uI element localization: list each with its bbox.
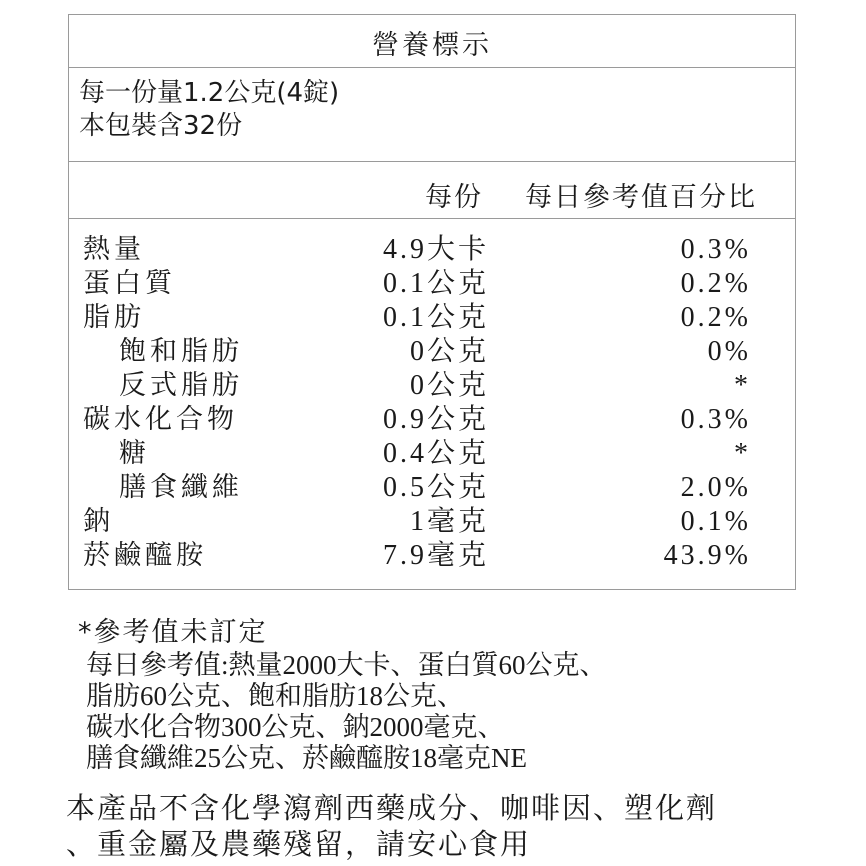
nutrient-name: 鈉 bbox=[83, 506, 114, 537]
nutrient-row bbox=[69, 403, 795, 437]
nutrient-amount: 0公克 bbox=[409, 370, 489, 401]
nutrient-row bbox=[69, 267, 795, 301]
serving-size: 每一份量1.2公克(4錠) bbox=[79, 78, 340, 108]
daily-value-line: 碳水化合物300公克、鈉2000毫克、 bbox=[86, 712, 505, 742]
nutrient-name: 熱量 bbox=[83, 234, 145, 265]
nutrient-amount: 0.1公克 bbox=[382, 268, 489, 299]
nutrient-percent: 0.1% bbox=[680, 506, 751, 537]
nutrient-amount: 0.4公克 bbox=[382, 438, 489, 469]
nutrient-amount: 0公克 bbox=[409, 336, 489, 367]
undefined-reference-note: *參考值未訂定 bbox=[78, 617, 268, 648]
nutrient-percent: 43.9% bbox=[663, 540, 751, 571]
nutrient-name: 脂肪 bbox=[83, 302, 145, 333]
servings-per-package: 本包裝含32份 bbox=[79, 111, 243, 141]
nutrient-percent: * bbox=[734, 438, 751, 469]
nutrient-name: 蛋白質 bbox=[83, 268, 176, 299]
product-disclaimer bbox=[66, 790, 717, 862]
divider bbox=[69, 161, 795, 162]
nutrient-row bbox=[69, 471, 795, 505]
nutrient-name: 膳食纖維 bbox=[119, 472, 243, 503]
nutrient-amount: 0.5公克 bbox=[382, 472, 489, 503]
disclaimer-line: 、重金屬及農藥殘留，請安心食用 bbox=[66, 827, 532, 861]
nutrient-row bbox=[69, 505, 795, 539]
nutrient-name: 反式脂肪 bbox=[119, 370, 243, 401]
column-daily-value: 每日參考值百分比 bbox=[525, 182, 757, 213]
nutrient-name: 碳水化合物 bbox=[83, 404, 238, 435]
nutrition-label bbox=[68, 14, 796, 590]
daily-value-reference bbox=[86, 650, 607, 774]
serving-info bbox=[79, 77, 339, 143]
nutrient-percent: * bbox=[734, 370, 751, 401]
nutrient-name: 菸鹼醯胺 bbox=[83, 540, 207, 571]
nutrient-percent: 0% bbox=[707, 336, 751, 367]
nutrient-amount: 0.9公克 bbox=[382, 404, 489, 435]
nutrient-percent: 0.3% bbox=[680, 404, 751, 435]
nutrient-amount: 1毫克 bbox=[409, 506, 489, 537]
nutrient-amount: 0.1公克 bbox=[382, 302, 489, 333]
nutrient-row bbox=[69, 335, 795, 369]
nutrient-percent: 0.3% bbox=[680, 234, 751, 265]
nutrient-amount: 7.9毫克 bbox=[382, 540, 489, 571]
disclaimer-line: 本產品不含化學瀉劑西藥成分、咖啡因、塑化劑 bbox=[66, 791, 718, 825]
nutrient-name: 飽和脂肪 bbox=[119, 336, 243, 367]
nutrient-row bbox=[69, 539, 795, 573]
daily-value-line: 膳食纖維25公克、菸鹼醯胺18毫克NE bbox=[86, 743, 527, 773]
label-title: 營養標示 bbox=[372, 30, 492, 61]
nutrient-percent: 0.2% bbox=[680, 268, 751, 299]
nutrient-percent: 0.2% bbox=[680, 302, 751, 333]
nutrient-row bbox=[69, 301, 795, 335]
daily-value-line: 每日參考值:熱量2000大卡、蛋白質60公克、 bbox=[86, 650, 607, 680]
nutrient-name: 糖 bbox=[119, 438, 150, 469]
nutrient-list bbox=[69, 233, 795, 573]
nutrient-percent: 2.0% bbox=[680, 472, 751, 503]
column-per-serving: 每份 bbox=[425, 182, 483, 213]
nutrient-row bbox=[69, 369, 795, 403]
daily-value-line: 脂肪60公克、飽和脂肪18公克、 bbox=[86, 681, 464, 711]
nutrient-row bbox=[69, 233, 795, 267]
divider bbox=[69, 218, 795, 219]
nutrient-row bbox=[69, 437, 795, 471]
divider bbox=[69, 67, 795, 68]
nutrient-amount: 4.9大卡 bbox=[382, 234, 489, 265]
